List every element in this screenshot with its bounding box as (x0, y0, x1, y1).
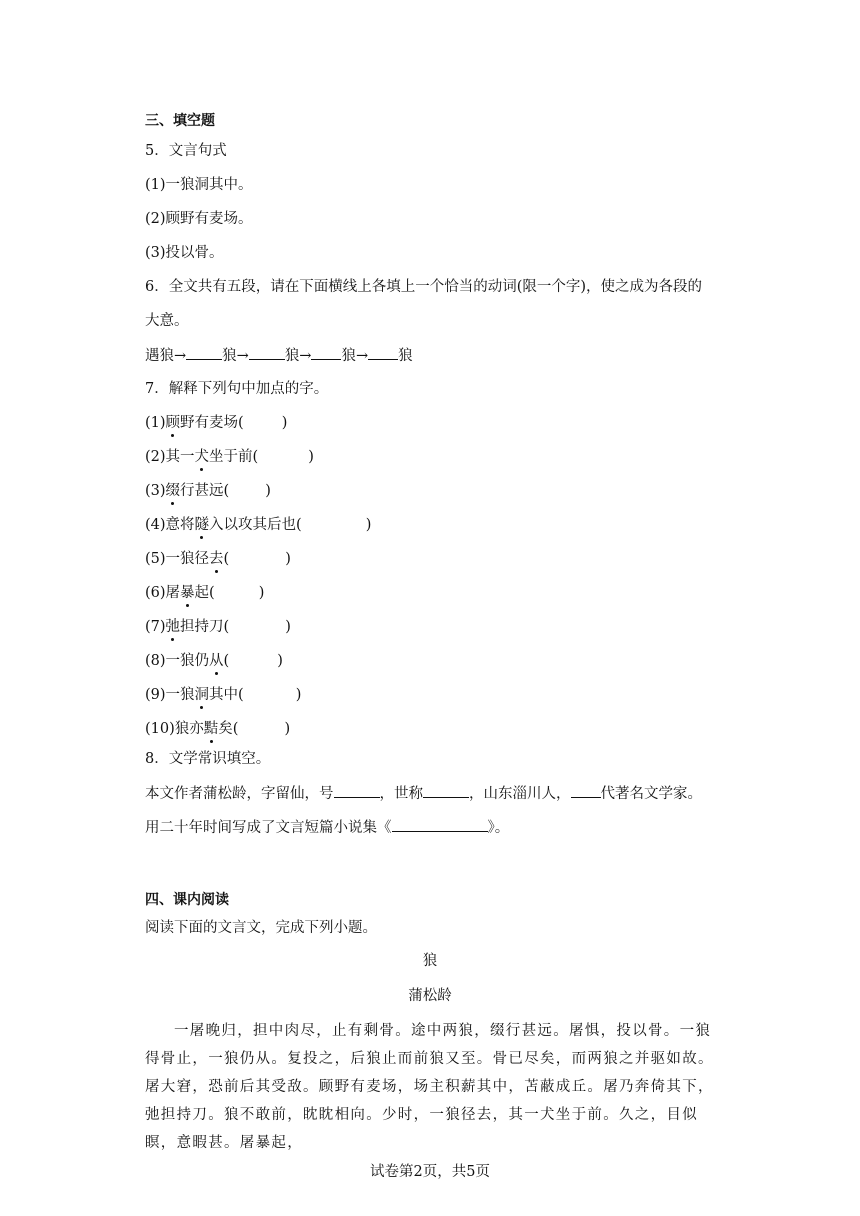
q7-item-rest: ( (223, 653, 230, 669)
q7-item (145, 515, 371, 535)
chain-w1: 狼→ (222, 348, 249, 364)
q6-line-1: 6．全文共有五段，请在下面横线上各填上一个恰当的动词(限一个字)，使之成为各段的 (145, 279, 703, 295)
chain-blank-3[interactable] (311, 345, 341, 360)
q7-item-prefix: (8)一狼仍 (145, 653, 210, 669)
q7-item (145, 651, 283, 671)
q7-close-paren: ) (281, 415, 288, 431)
passage-text: 一屠晚归，担中肉尽，止有剩骨。途中两狼，缀行甚远。屠惧，投以骨。一狼得骨止，一狼仍从。复投之，后狼止而前狼又至。骨已尽矣，而两狼之并驱如故。屠大窘，恐前后其受敌。顾野有麦场，场主积薪其中，苫蔽成丘。屠乃奔倚其下，弛担持刀。狼不敢前，眈眈相向。少时，一狼径去，其一犬坐于前。久之，目似瞑，意暇甚。屠暴起， (145, 1023, 714, 1151)
q8-l2a: 用二十年时间写成了文言短篇小说集《 (145, 820, 392, 836)
q6-chain (145, 345, 413, 366)
q7-dotted-char: 暴 (180, 585, 195, 601)
q8-l1c: ，山东淄川人， (469, 786, 571, 802)
page-footer: 试卷第2页，共5页 (370, 1164, 490, 1180)
q7-item-prefix: (3) (145, 483, 166, 499)
q8-l1d: 代著名文学家。 (600, 786, 702, 802)
q7-item (145, 617, 291, 637)
q7-item-rest: 担持刀( (180, 619, 230, 635)
q7-item-rest: 野有麦场( (180, 415, 244, 431)
q7-item-rest: 坐于前( (209, 449, 259, 465)
chain-blank-4[interactable] (368, 345, 398, 360)
q7-item-rest: 其中( (209, 687, 244, 703)
q7-close-paren: ) (265, 483, 271, 499)
q7-item-prefix: (7) (145, 619, 166, 635)
q7-dotted-char: 隧 (194, 517, 210, 533)
chain-start: 遇狼→ (145, 348, 187, 364)
q5-label: 5．文言句式 (145, 143, 227, 159)
q7-close-paren: ) (285, 551, 291, 567)
q7-close-paren: ) (308, 449, 314, 465)
chain-blank-2[interactable] (249, 345, 285, 360)
chain-w2: 狼→ (284, 348, 312, 364)
q7-item-prefix: (1) (145, 415, 166, 431)
q7-close-paren: ) (284, 721, 291, 737)
q7-label: 7．解释下列句中加点的字。 (145, 381, 329, 397)
section4-title: 四、课内阅读 (145, 892, 229, 908)
shicheng-blank[interactable] (423, 783, 469, 798)
book-blank[interactable] (392, 817, 488, 832)
q5-item-2: (2)顾野有麦场。 (145, 211, 253, 227)
poem-title: 狼 (422, 953, 438, 969)
q7-dotted-char: 去 (209, 551, 224, 567)
hao-blank[interactable] (334, 783, 380, 798)
q8-line-2 (145, 817, 509, 838)
q7-dotted-char: 犬 (194, 449, 210, 465)
chain-w4: 狼 (398, 348, 413, 364)
q7-dotted-char: 洞 (194, 687, 210, 703)
poem-author: 蒲松龄 (408, 988, 452, 1004)
q7-item (145, 447, 314, 467)
q7-dotted-char: 黠 (203, 721, 219, 737)
q7-item-rest: ( (223, 551, 230, 567)
q7-close-paren: ) (258, 585, 265, 601)
q7-dotted-char: 顾 (165, 415, 181, 431)
q7-item-prefix: (9)一狼 (145, 687, 195, 703)
dynasty-blank[interactable] (571, 783, 601, 798)
chain-blank-1[interactable] (186, 345, 222, 360)
q5-item-3: (3)投以骨。 (145, 245, 224, 261)
q7-item-prefix: (6)屠 (145, 585, 181, 601)
q7-item-rest: 行甚远( (180, 483, 230, 499)
q7-item-rest: 起( (194, 585, 215, 601)
q8-l2b: 》。 (487, 820, 510, 836)
section4-intro: 阅读下面的文言文，完成下列小题。 (145, 920, 377, 936)
q7-close-paren: ) (285, 619, 291, 635)
q7-item-prefix: (4)意将 (145, 517, 195, 533)
q7-dotted-char: 缀 (165, 483, 181, 499)
q8-l1a: 本文作者蒲松龄，字留仙，号 (145, 786, 334, 802)
q7-item (145, 685, 301, 705)
q7-close-paren: ) (295, 687, 302, 703)
q7-dotted-char: 从 (209, 653, 224, 669)
section3-title: 三、填空题 (145, 113, 215, 129)
q7-item (145, 481, 271, 501)
chain-w3: 狼→ (341, 348, 369, 364)
q7-item-rest: 入以攻其后也( (209, 517, 302, 533)
q7-item (145, 583, 264, 603)
q8-l1b: ，世称 (379, 786, 423, 802)
q6-line-2: 大意。 (145, 313, 189, 329)
q7-item-prefix: (2)其一 (145, 449, 195, 465)
q5-item-1: (1)一狼洞其中。 (145, 177, 253, 193)
q7-item (145, 719, 290, 739)
q7-item (145, 549, 291, 569)
q8-label: 8．文学常识填空。 (145, 751, 271, 767)
q7-item-prefix: (10)狼亦 (145, 721, 204, 737)
q7-dotted-char: 弛 (165, 619, 181, 635)
q7-close-paren: ) (365, 517, 372, 533)
q7-item (145, 413, 287, 433)
q7-item-prefix: (5)一狼径 (145, 551, 210, 567)
q7-item-rest: 矣( (218, 721, 239, 737)
q7-close-paren: ) (277, 653, 283, 669)
q8-line-1 (145, 783, 702, 804)
